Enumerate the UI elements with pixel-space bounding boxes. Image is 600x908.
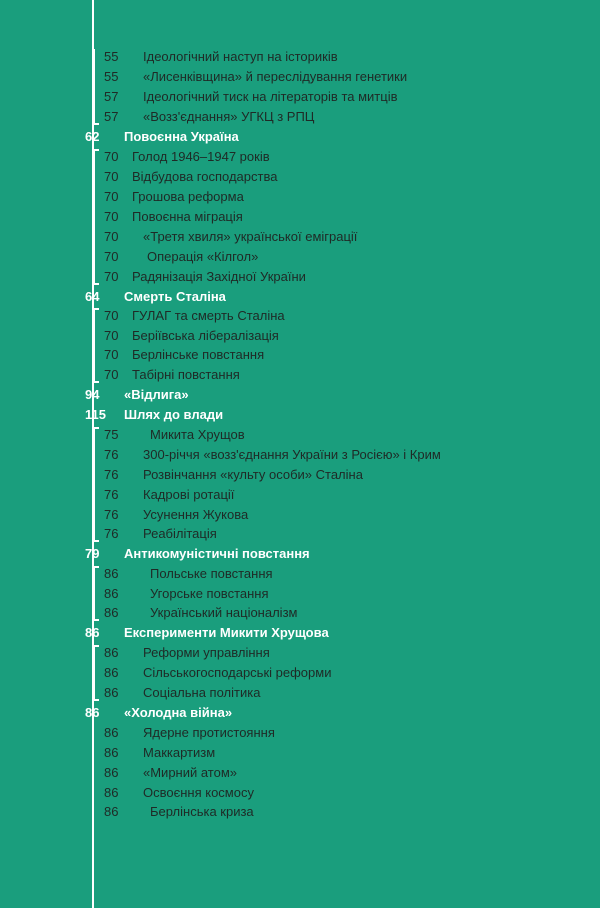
page-number: 86: [104, 605, 119, 620]
entry-title: Голод 1946–1947 років: [132, 149, 270, 164]
page-number: 70: [104, 209, 119, 224]
page-number: 76: [104, 447, 119, 462]
page-number: 70: [104, 347, 119, 362]
page-number: 86: [104, 725, 119, 740]
entry-title: ГУЛАГ та смерть Сталіна: [132, 308, 285, 323]
entry-title: 300-річчя «возз'єднання України з Росією» і Крим: [143, 447, 441, 462]
page-number: 70: [104, 229, 119, 244]
entry-title: «Відлига»: [124, 387, 189, 402]
page-number: 70: [104, 189, 119, 204]
group-bracket: [93, 308, 99, 383]
entry-title: Усунення Жукова: [143, 507, 249, 522]
page-number: 86: [104, 804, 119, 819]
entry-title: Повоєнна Україна: [124, 129, 239, 144]
entry-title: «Лисенківщина» й переслідування генетики: [143, 69, 408, 84]
entry-title: Повоєнна міграція: [132, 209, 243, 224]
page-number: 57: [104, 109, 119, 124]
entry-title: Відбудова господарства: [132, 169, 278, 184]
page-number: 70: [104, 249, 119, 264]
entry-title: Берлінське повстання: [132, 347, 265, 362]
entry-title: Польське повстання: [150, 566, 273, 581]
page-number: 86: [104, 785, 119, 800]
page-number: 55: [104, 49, 119, 64]
page-number: 70: [104, 149, 119, 164]
page-number: 86: [85, 705, 100, 720]
page-number: 62: [85, 129, 100, 144]
entry-title: «Мирний атом»: [143, 765, 238, 780]
page-number: 76: [104, 487, 119, 502]
entry-title: Сільськогосподарські реформи: [143, 665, 332, 680]
entry-title: Ідеологічний наступ на істориків: [143, 49, 338, 64]
entry-title: Освоєння космосу: [143, 785, 254, 800]
group-bracket: [93, 149, 99, 285]
page-number: 70: [104, 169, 119, 184]
entry-title: Радянізація Західної України: [132, 269, 306, 284]
entry-title: «Возз'єднання» УГКЦ з РПЦ: [143, 109, 315, 124]
entry-title: Реабілітація: [143, 526, 217, 541]
page-number: 86: [85, 625, 100, 640]
page-number: 70: [104, 269, 119, 284]
entry-title: Угорське повстання: [150, 586, 269, 601]
group-bracket: [93, 645, 99, 701]
page-number: 64: [85, 289, 100, 304]
page-number: 115: [85, 407, 106, 422]
page-number: 70: [104, 328, 119, 343]
entry-title: Микита Хрущов: [150, 427, 245, 442]
entry-title: Ідеологічний тиск на літераторів та митців: [143, 89, 398, 104]
entry-title: Соціальна політика: [143, 685, 261, 700]
page-number: 70: [104, 367, 119, 382]
entry-title: Ядерне протистояння: [143, 725, 275, 740]
group-bracket: [93, 427, 99, 542]
entry-title: Берлінська криза: [150, 804, 254, 819]
page-number: 76: [104, 467, 119, 482]
entry-title: Експерименти Микити Хрущова: [124, 625, 329, 640]
page-number: 94: [85, 387, 100, 402]
entry-title: Операція «Кілгол»: [147, 249, 259, 264]
entry-title: Смерть Сталіна: [124, 289, 226, 304]
entry-title: Кадрові ротації: [143, 487, 235, 502]
group-bracket: [93, 566, 99, 621]
page-number: 86: [104, 765, 119, 780]
page-number: 57: [104, 89, 119, 104]
page-number: 75: [104, 427, 119, 442]
page-number: 76: [104, 507, 119, 522]
page-number: 55: [104, 69, 119, 84]
page-number: 86: [104, 685, 119, 700]
group-bracket: [93, 49, 99, 125]
entry-title: «Третя хвиля» української еміграції: [143, 229, 358, 244]
entry-title: Антикомуністичні повстання: [124, 546, 310, 561]
page-number: 86: [104, 745, 119, 760]
entry-title: Український націоналізм: [150, 605, 298, 620]
entry-title: «Холодна війна»: [124, 705, 233, 720]
page-number: 70: [104, 308, 119, 323]
entry-title: Реформи управління: [143, 645, 270, 660]
page-number: 76: [104, 526, 119, 541]
entry-title: Розвінчання «культу особи» Сталіна: [143, 467, 363, 482]
page-number: 86: [104, 586, 119, 601]
page-number: 86: [104, 665, 119, 680]
entry-title: Грошова реформа: [132, 189, 244, 204]
entry-title: Беріївська лібералізація: [132, 328, 279, 343]
page-number: 79: [85, 546, 100, 561]
page-number: 86: [104, 566, 119, 581]
entry-title: Табірні повстання: [132, 367, 240, 382]
entry-title: Маккартизм: [143, 745, 216, 760]
entry-title: Шлях до влади: [124, 407, 224, 422]
page-number: 86: [104, 645, 119, 660]
